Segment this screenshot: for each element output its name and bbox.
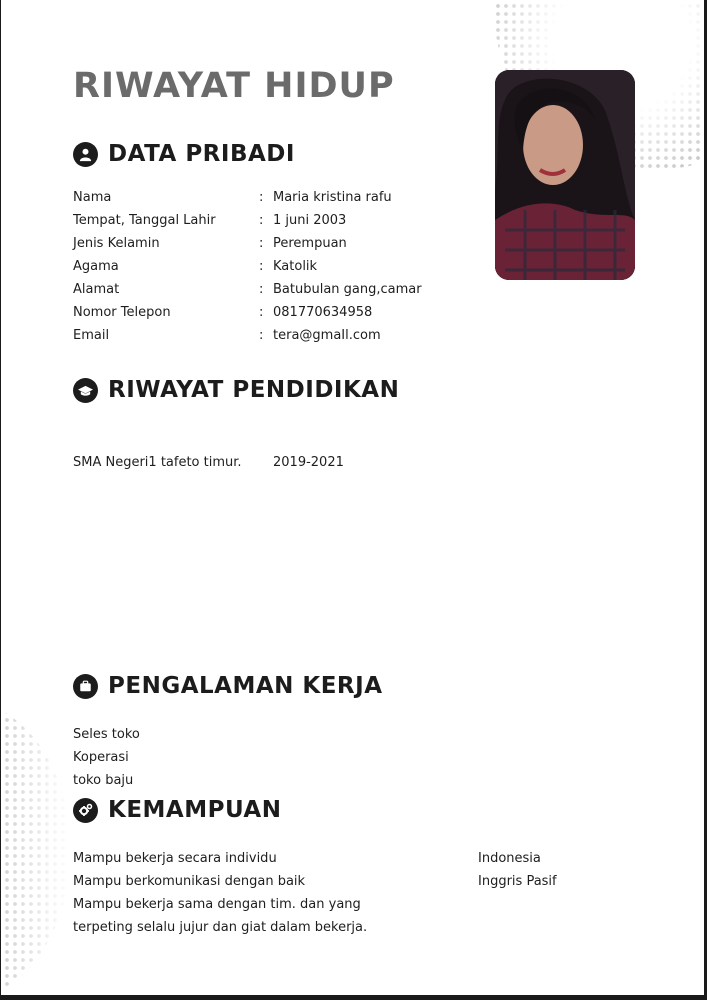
info-label: Nama [73, 190, 112, 205]
info-value: 1 juni 2003 [273, 213, 347, 228]
education-years: 2019-2021 [273, 455, 344, 470]
section-skills-title: KEMAMPUAN [108, 797, 282, 823]
info-value: tera@gmaIl.com [273, 328, 381, 343]
profile-photo [495, 70, 635, 280]
info-label: Alamat [73, 282, 120, 297]
info-value: Maria kristina rafu [273, 190, 392, 205]
skill-item: Mampu bekerja sama dengan tim. dan yang [73, 897, 361, 912]
page-title: RIWAYAT HIDUP [73, 66, 395, 106]
briefcase-icon [73, 674, 98, 699]
info-separator: : [259, 213, 264, 228]
skill-item: terpeting selalu jujur dan giat dalam bekerja. [73, 920, 368, 935]
section-education-title: RIWAYAT PENDIDIKAN [108, 377, 400, 403]
section-personal-title: DATA PRIBADI [108, 141, 295, 167]
section-personal-heading [73, 141, 295, 167]
experience-item: Seles toko [73, 727, 140, 742]
user-icon [73, 142, 98, 167]
section-education-heading [73, 377, 399, 403]
section-experience-title: PENGALAMAN KERJA [108, 673, 383, 699]
skill-item: Mampu berkomunikasi dengan baik [73, 874, 306, 889]
dot-pattern-bottom-left [1, 700, 71, 995]
info-separator: : [259, 328, 264, 343]
graduation-cap-icon [73, 378, 98, 403]
info-value: Katolik [273, 259, 318, 274]
language-item: Indonesia [478, 851, 541, 866]
skill-item: Mampu bekerja secara individu [73, 851, 277, 866]
section-skills-heading [73, 797, 282, 823]
info-label: Jenis Kelamin [73, 236, 160, 251]
info-separator: : [259, 236, 264, 251]
info-label: Email [73, 328, 110, 343]
info-separator: : [259, 282, 264, 297]
gears-icon [73, 798, 98, 823]
experience-item: Koperasi [73, 750, 129, 765]
info-label: Nomor Telepon [73, 305, 171, 320]
info-value: Perempuan [273, 236, 347, 251]
experience-item: toko baju [73, 773, 134, 788]
section-experience-heading [73, 673, 383, 699]
language-item: Inggris Pasif [478, 874, 557, 889]
info-separator: : [259, 190, 264, 205]
info-value: 081770634958 [273, 305, 373, 320]
info-label: Agama [73, 259, 119, 274]
info-separator: : [259, 305, 264, 320]
education-school: SMA Negeri1 tafeto timur. [73, 455, 242, 470]
cv-page [1, 0, 704, 995]
info-value: Batubulan gang,camar [273, 282, 422, 297]
info-separator: : [259, 259, 264, 274]
info-label: Tempat, Tanggal Lahir [73, 213, 216, 228]
